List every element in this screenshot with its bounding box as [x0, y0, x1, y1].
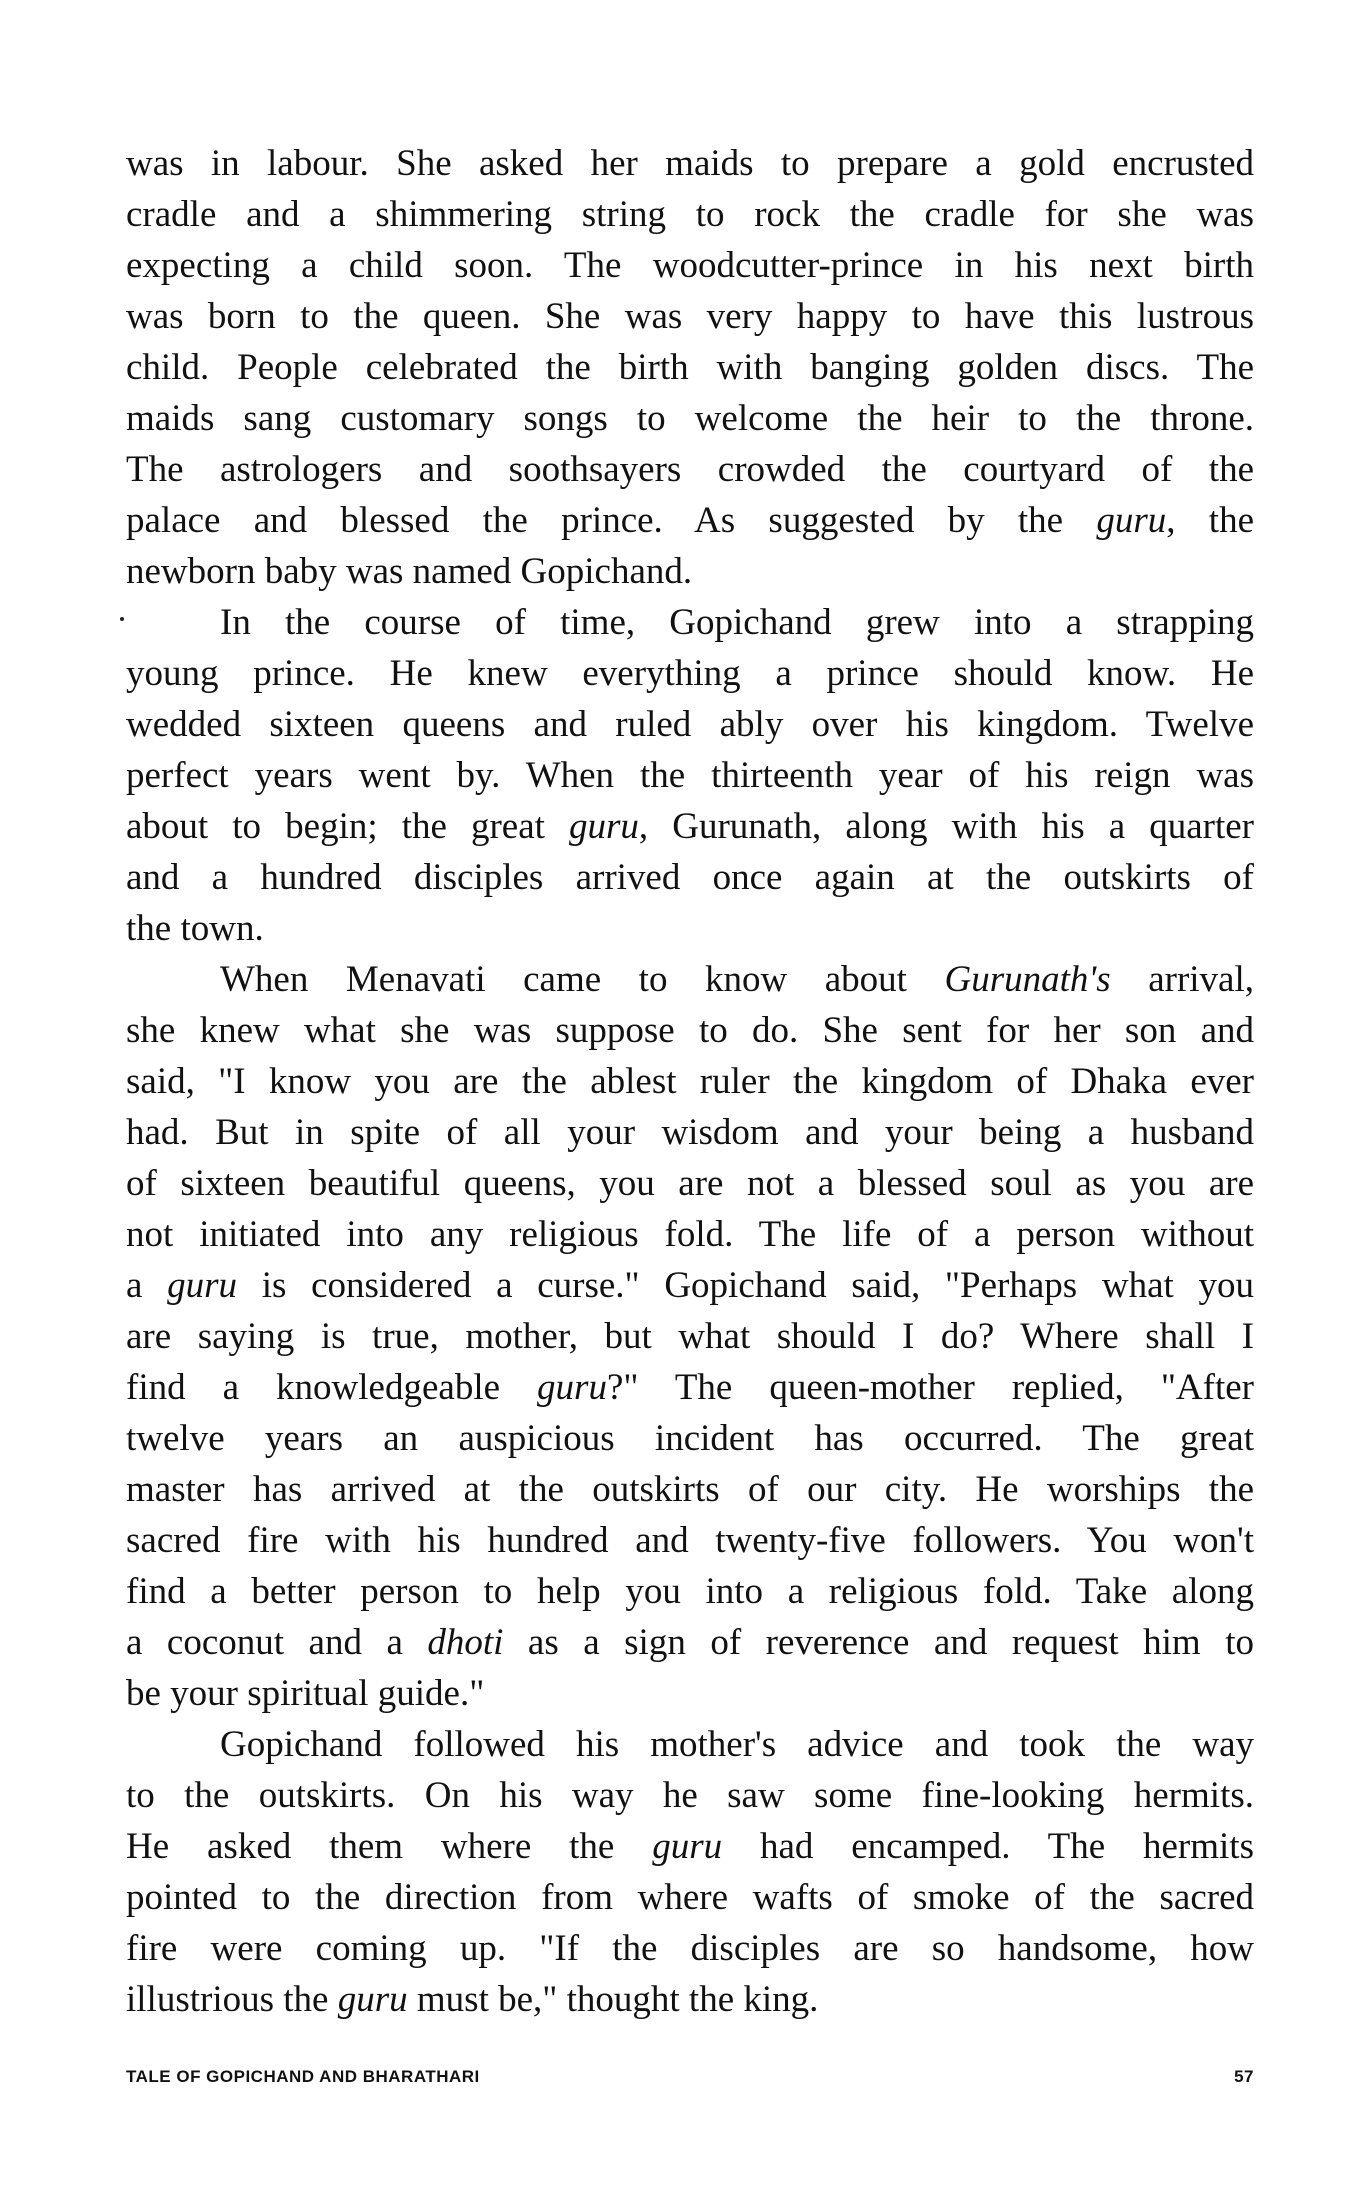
text-run: When Menavati came to know about — [220, 959, 945, 1000]
text-run: find a knowledgeable — [126, 1367, 538, 1408]
text-run: had. But in spite of all your wisdom and your being a husband — [126, 1112, 1254, 1153]
text-run: wedded sixteen queens and ruled ably over his kingdom. Twelve — [126, 704, 1254, 745]
text-line — [126, 954, 1254, 1005]
text-line — [126, 138, 1254, 189]
text-line — [126, 393, 1254, 444]
text-line — [126, 699, 1254, 750]
text-run: and a hundred disciples arrived once again at the outskirts of — [126, 857, 1254, 898]
text-run: was born to the queen. She was very happy to have this lustrous — [126, 296, 1254, 337]
italic-term: Gurunath's — [944, 959, 1111, 1000]
text-line — [126, 1107, 1254, 1158]
text-line — [126, 1974, 1254, 2025]
text-line — [126, 1260, 1254, 1311]
text-run: palace and blessed the prince. As suggested by the — [126, 500, 1097, 541]
text-run: arrival, — [1110, 959, 1255, 1000]
text-run: illustrious the — [126, 1979, 338, 2020]
text-line — [126, 1821, 1254, 1872]
text-line — [126, 189, 1254, 240]
text-run: maids sang customary songs to welcome the heir to the throne. — [126, 398, 1254, 439]
text-run: the town. — [126, 908, 264, 949]
text-run: The astrologers and soothsayers crowded the courtyard of the — [126, 449, 1254, 490]
text-line — [126, 597, 1254, 648]
text-line — [126, 1056, 1254, 1107]
text-line — [126, 750, 1254, 801]
text-run: perfect years went by. When the thirteenth year of his reign was — [126, 755, 1254, 796]
book-title: TALE OF GOPICHAND AND BHARATHARI — [126, 2067, 480, 2086]
text-run: cradle and a shimmering string to rock the cradle for she was — [126, 194, 1254, 235]
text-line — [126, 801, 1254, 852]
italic-term: guru — [167, 1265, 238, 1306]
text-line — [126, 342, 1254, 393]
text-run: , the — [1166, 500, 1255, 541]
text-run: , Gurunath, along with his a quarter — [638, 806, 1254, 847]
text-run: newborn baby was named Gopichand. — [126, 551, 693, 592]
text-run: is considered a curse." Gopichand said, "Perhaps what you — [237, 1265, 1254, 1306]
text-line — [126, 1617, 1254, 1668]
text-line — [126, 1158, 1254, 1209]
text-run: young prince. He knew everything a prince should know. He — [126, 653, 1254, 694]
text-run: a coconut and a — [126, 1622, 428, 1663]
text-run: be your spiritual guide." — [126, 1673, 485, 1714]
text-line — [126, 1311, 1254, 1362]
italic-term: guru — [1096, 500, 1167, 541]
text-run: He asked them where the — [126, 1826, 653, 1867]
text-run: must be," thought the king. — [407, 1979, 819, 2020]
text-run: are saying is true, mother, but what should I do? Where shall I — [126, 1316, 1254, 1357]
text-run: master has arrived at the outskirts of our city. He worships the — [126, 1469, 1254, 1510]
italic-term: guru — [569, 806, 639, 847]
text-line — [126, 903, 1254, 954]
text-run: was in labour. She asked her maids to prepare a gold encrusted — [126, 143, 1254, 184]
text-line — [126, 1872, 1254, 1923]
text-run: twelve years an auspicious incident has occurred. The great — [126, 1418, 1254, 1459]
text-run: ?" The queen-mother replied, "After — [606, 1367, 1255, 1408]
text-run: In the course of time, Gopichand grew into a strapping — [220, 602, 1254, 643]
text-run: as a sign of reverence and request him to — [503, 1622, 1254, 1663]
stray-ink-dot — [120, 617, 124, 621]
text-line — [126, 852, 1254, 903]
text-line — [126, 1413, 1254, 1464]
text-run: a — [126, 1265, 168, 1306]
text-run: Gopichand followed his mother's advice and took the way — [220, 1724, 1254, 1765]
text-line — [126, 1515, 1254, 1566]
page-number: 57 — [1234, 2067, 1254, 2086]
body-text — [126, 138, 1254, 2025]
text-run: child. People celebrated the birth with banging golden discs. The — [126, 347, 1254, 388]
text-line — [126, 648, 1254, 699]
text-line — [126, 1464, 1254, 1515]
text-line — [126, 291, 1254, 342]
text-run: fire were coming up. "If the disciples are so handsome, how — [126, 1928, 1254, 1969]
text-run: pointed to the direction from where wafts of smoke of the sacred — [126, 1877, 1254, 1918]
running-footer — [126, 2062, 1254, 2092]
text-line — [126, 1566, 1254, 1617]
italic-term: guru — [537, 1367, 607, 1408]
text-run: she knew what she was suppose to do. She sent for her son and — [126, 1010, 1254, 1051]
text-run: not initiated into any religious fold. The life of a person without — [126, 1214, 1254, 1255]
text-line — [126, 1923, 1254, 1974]
italic-term: guru — [337, 1979, 408, 2020]
text-line — [126, 1209, 1254, 1260]
text-line — [126, 1719, 1254, 1770]
text-run: find a better person to help you into a religious fold. Take along — [126, 1571, 1254, 1612]
text-line — [126, 240, 1254, 291]
text-line — [126, 444, 1254, 495]
text-line — [126, 1005, 1254, 1056]
text-line — [126, 1362, 1254, 1413]
text-line — [126, 495, 1254, 546]
text-line — [126, 1668, 1254, 1719]
italic-term: dhoti — [427, 1622, 504, 1663]
text-line — [126, 546, 1254, 597]
italic-term: guru — [652, 1826, 723, 1867]
text-run: about to begin; the great — [126, 806, 570, 847]
text-run: said, "I know you are the ablest ruler the kingdom of Dhaka ever — [126, 1061, 1254, 1102]
text-run: sacred fire with his hundred and twenty-five followers. You won't — [126, 1520, 1254, 1561]
text-line — [126, 1770, 1254, 1821]
text-run: had encamped. The hermits — [722, 1826, 1254, 1867]
text-run: of sixteen beautiful queens, you are not a blessed soul as you are — [126, 1163, 1254, 1204]
text-run: expecting a child soon. The woodcutter-prince in his next birth — [126, 245, 1254, 286]
text-run: to the outskirts. On his way he saw some fine-looking hermits. — [126, 1775, 1254, 1816]
